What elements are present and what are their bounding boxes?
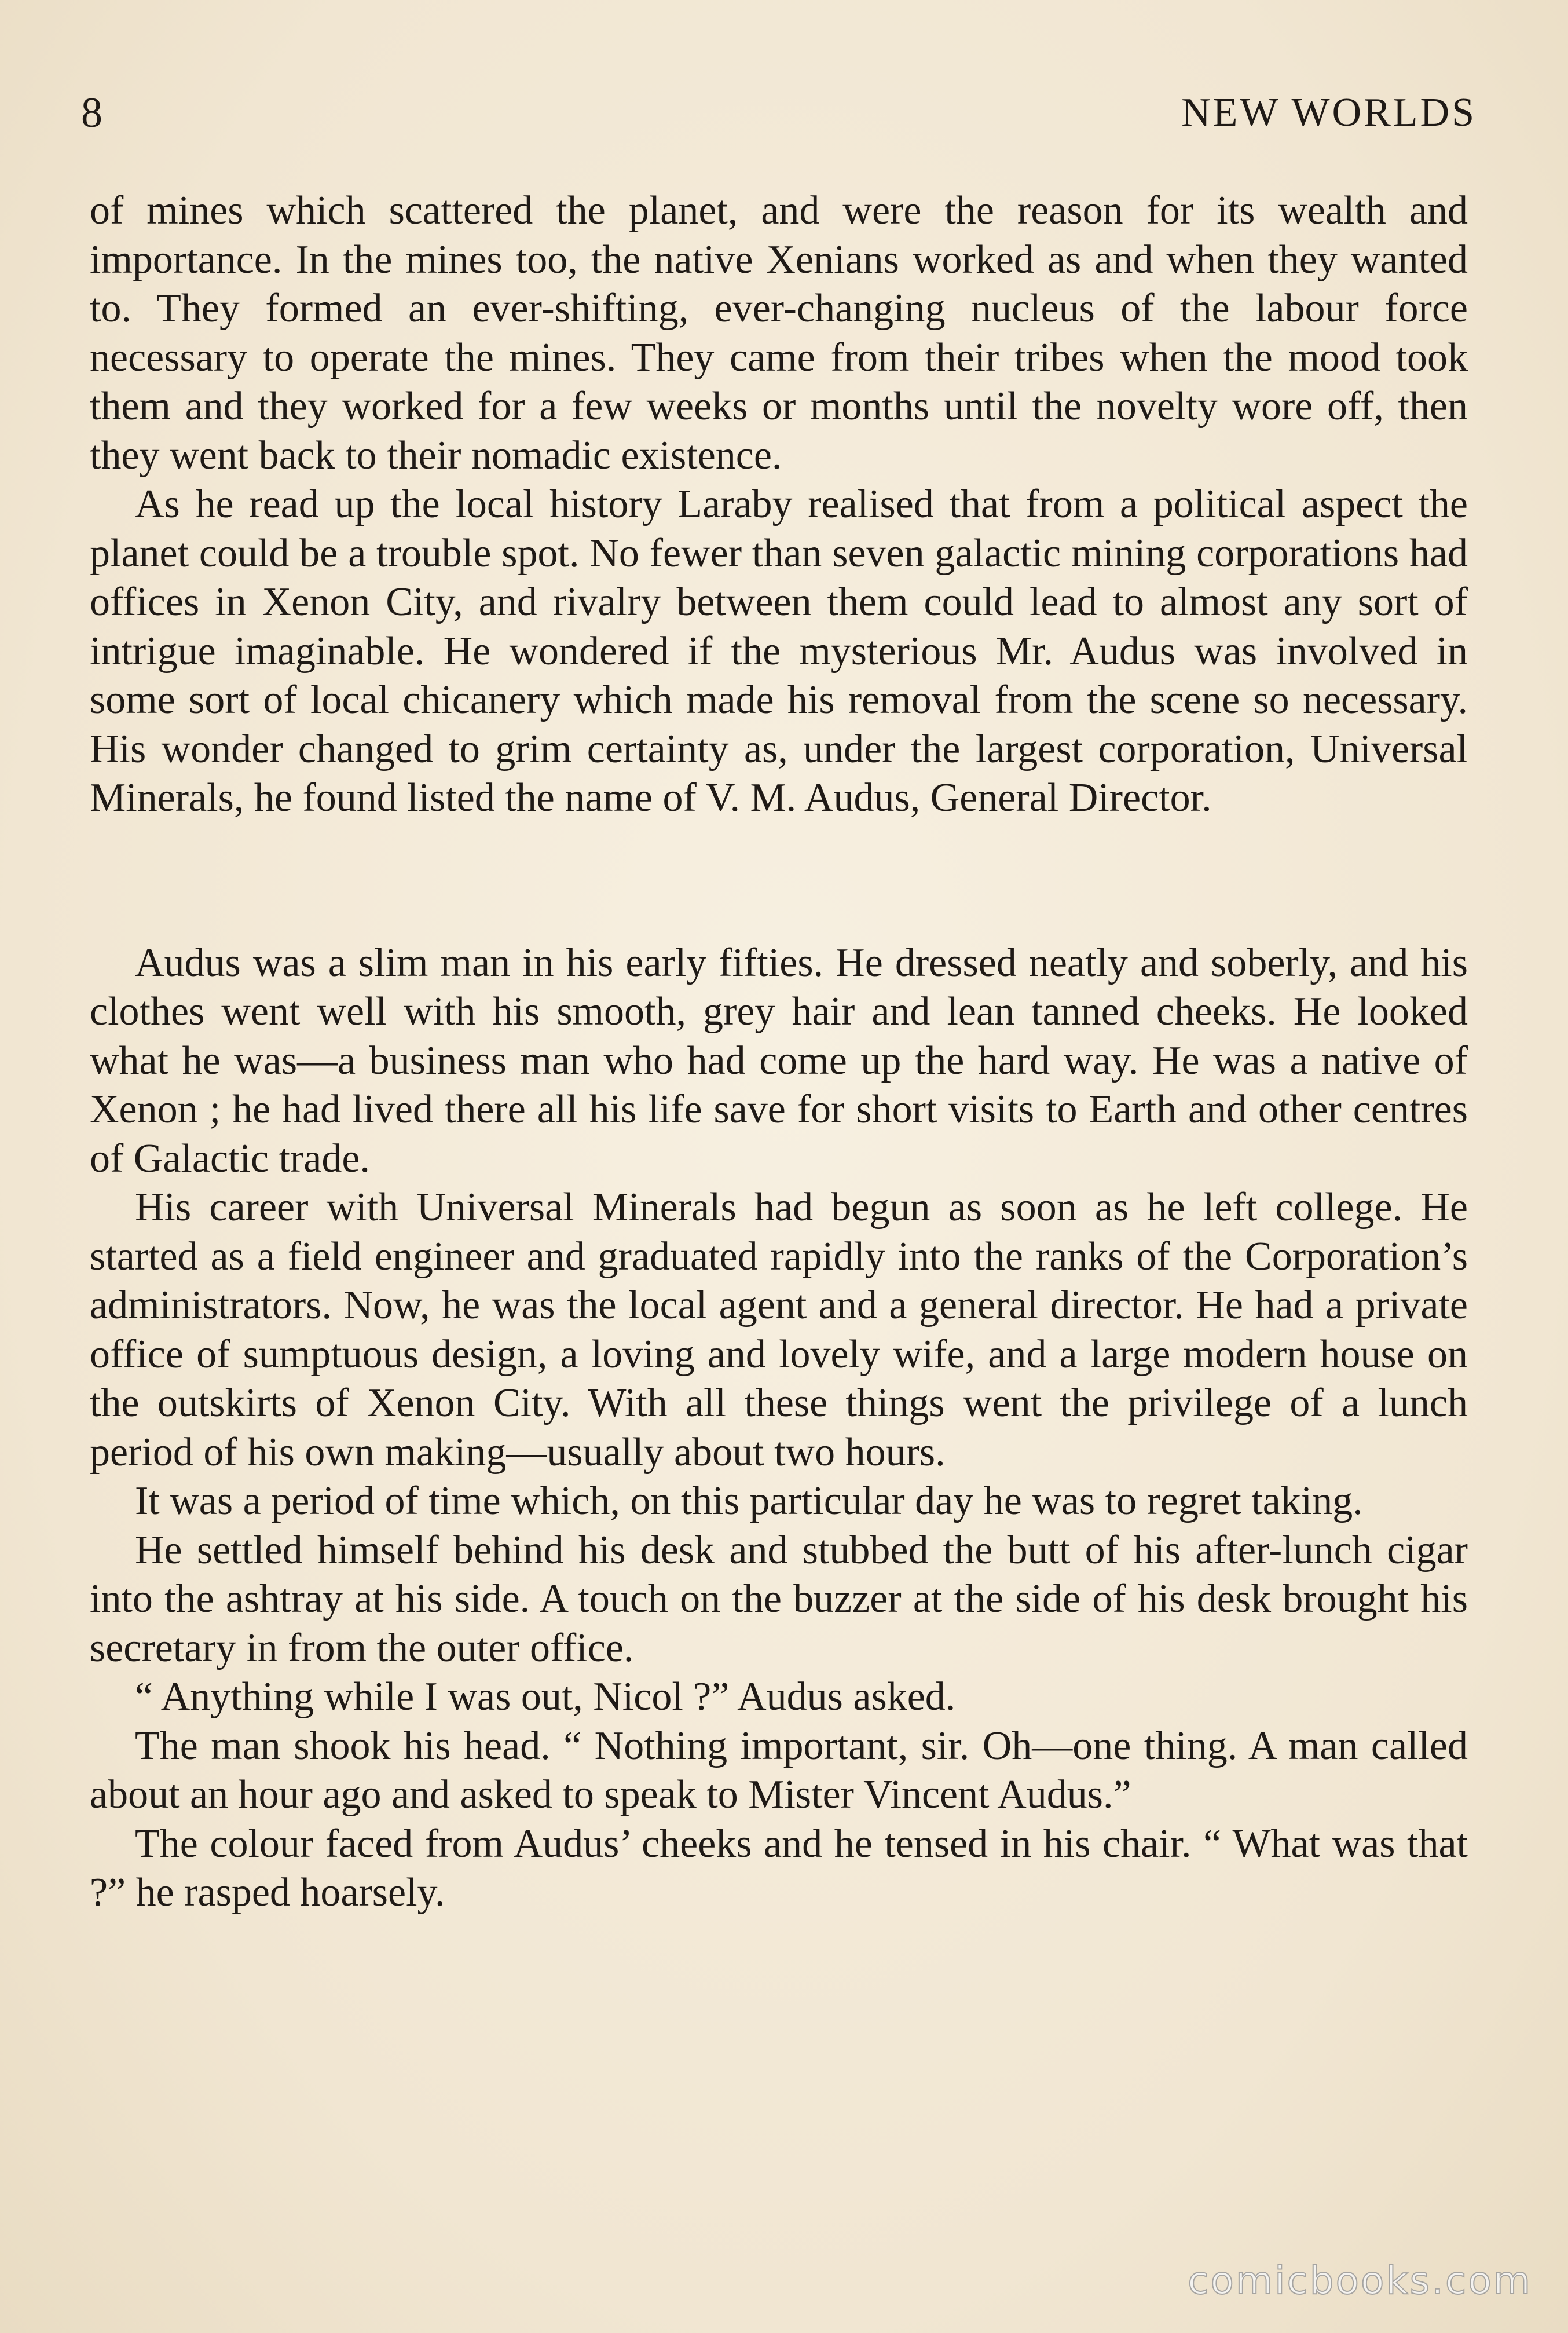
section-break (90, 823, 1468, 939)
paragraph: As he read up the local history Laraby realised that from a political aspect the planet could be a trouble spot. No fewer than seven galactic mining corporations had offices in Xenon City, and rivalry between them could lead to almost any sort of intrigue imaginable. He wondered if the mysterious Mr. Audus was involved in some sort of local chicanery which made his removal from the scene so necessary. His wonder changed to grim certainty as, under the largest corporation, Universal Minerals, he found listed the name of V. M. Audus, General Director. (90, 482, 1468, 820)
paragraph: It was a period of time which, on this particular day he was to regret taking. (135, 1479, 1363, 1523)
paragraph: He settled himself behind his desk and stubbed the butt of his after-lunch cigar into the ashtray at his side. A touch on the buzzer at the side of his desk brought his secretary in from the outer office. (90, 1527, 1468, 1670)
page-header (81, 81, 1477, 145)
watermark: comicbooks.com (1188, 2258, 1532, 2303)
paragraph: His career with Universal Minerals had begun as soon as he left college. He started as a field engineer and graduated rapidly into the ranks of the Corporation’s administrators. Now, he was the local agent and a general director. He had a private office of sumptuous design, a loving and lovely wife, and a large modern house on the outskirts of Xenon City. With all these things went the privilege of a lunch period of his own making—usually about two hours. (90, 1185, 1468, 1475)
page-number: 8 (81, 89, 102, 137)
running-title: NEW WORLDS (1181, 90, 1477, 135)
paragraph: of mines which scattered the planet, and were the reason for its wealth and importance. In the mines too, the native Xenians worked as and when they wanted to. They formed an ever-shifting, ever-changing nucleus of the labour force necessary to operate the mines. They came from their tribes when the mood took them and they worked for a few weeks or months until the novelty wore off, then they went back to their nomadic existence. (90, 188, 1468, 478)
paragraph: Audus was a slim man in his early fifties. He dressed neatly and soberly, and his clothes went well with his smooth, grey hair and lean tanned cheeks. He looked what he was—a business man who had come up the hard way. He was a native of Xenon ; he had lived there all his life save for short visits to Earth and other centres of Galactic trade. (90, 940, 1468, 1181)
paragraph: The man shook his head. “ Nothing important, sir. Oh—one thing. A man called about an hour ago and asked to speak to Mister Vincent Audus.” (90, 1723, 1468, 1817)
paragraph: “ Anything while I was out, Nicol ?” Audus asked. (135, 1674, 956, 1719)
paragraph: The colour faced from Audus’ cheeks and he tensed in his chair. “ What was that ?” he rasped hoarsely. (90, 1821, 1468, 1915)
page-body (90, 187, 1468, 1918)
